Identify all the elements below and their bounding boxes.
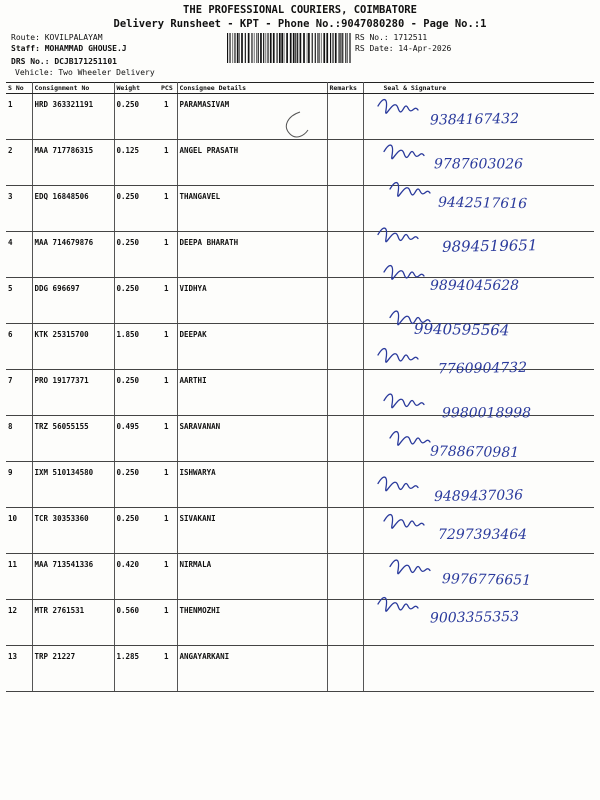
consignment-cell: TCR 30353360: [32, 508, 114, 554]
table-row: [6, 416, 594, 462]
table-header-row: [6, 83, 594, 94]
handwritten-phone: 9940595564: [413, 319, 510, 340]
sno-cell: 11: [6, 554, 32, 600]
col-consignment: Consignment No: [32, 83, 114, 94]
table-row: [6, 554, 594, 600]
handwritten-phone: 9442517616: [437, 194, 528, 213]
pcs-cell: 1: [159, 508, 177, 554]
sno-cell: 13: [6, 646, 32, 692]
consignment-cell: MAA 717786315: [32, 140, 114, 186]
weight-cell: 0.420: [114, 554, 159, 600]
consignment-cell: MAA 713541336: [32, 554, 114, 600]
col-remarks: Remarks: [327, 83, 363, 94]
table-row: [6, 370, 594, 416]
seal-signature-cell: [363, 370, 594, 416]
barcode-icon: [227, 33, 352, 63]
table-row: [6, 94, 594, 140]
consignee-cell: ANGAYARKANI: [177, 646, 327, 692]
table-row: [6, 462, 594, 508]
remarks-cell: [327, 94, 363, 140]
handwritten-phone: 9894045628: [430, 278, 520, 294]
seal-signature-cell: [363, 646, 594, 692]
consignment-cell: KTK 25315700: [32, 324, 114, 370]
seal-signature-cell: [363, 554, 594, 600]
col-seal: Seal & Signature: [363, 83, 594, 94]
seal-signature-cell: [363, 462, 594, 508]
consignment-cell: TRP 21227: [32, 646, 114, 692]
consignee-cell: AARTHI: [177, 370, 327, 416]
pcs-cell: 1: [159, 278, 177, 324]
col-sno: S No: [6, 83, 32, 94]
weight-cell: 0.250: [114, 508, 159, 554]
remarks-cell: [327, 232, 363, 278]
table-row: [6, 278, 594, 324]
consignment-cell: EDQ 16848506: [32, 186, 114, 232]
company-title: THE PROFESSIONAL COURIERS, COIMBATORE: [183, 4, 417, 16]
seal-signature-cell: [363, 140, 594, 186]
seal-signature-cell: [363, 278, 594, 324]
runsheet-table: [6, 82, 594, 692]
pcs-cell: 1: [159, 186, 177, 232]
seal-signature-cell: [363, 186, 594, 232]
sno-cell: 4: [6, 232, 32, 278]
sno-cell: 1: [6, 94, 32, 140]
col-pcs: PCS: [159, 83, 177, 94]
table-row: [6, 140, 594, 186]
weight-cell: 1.850: [114, 324, 159, 370]
pcs-cell: 1: [159, 140, 177, 186]
remarks-cell: [327, 324, 363, 370]
consignee-cell: SARAVANAN: [177, 416, 327, 462]
pcs-cell: 1: [159, 94, 177, 140]
pcs-cell: 1: [159, 232, 177, 278]
consignee-cell: NIRMALA: [177, 554, 327, 600]
consignee-cell: DEEPA BHARATH: [177, 232, 327, 278]
remarks-cell: [327, 462, 363, 508]
pcs-cell: 1: [159, 462, 177, 508]
remarks-cell: [327, 370, 363, 416]
staff-label: Staff: MOHAMMAD GHOUSE.J: [11, 44, 127, 53]
rs-number: RS No.: 1712511: [355, 33, 428, 42]
consignment-cell: TRZ 56055155: [32, 416, 114, 462]
table-row: [6, 324, 594, 370]
pcs-cell: 1: [159, 370, 177, 416]
consignee-cell: THANGAVEL: [177, 186, 327, 232]
seal-signature-cell: [363, 324, 594, 370]
weight-cell: 0.125: [114, 140, 159, 186]
remarks-cell: [327, 508, 363, 554]
sno-cell: 6: [6, 324, 32, 370]
handwritten-phone: 9003355353: [429, 608, 520, 627]
handwritten-phone: 7760904732: [437, 359, 528, 378]
consignment-cell: HRD 363321191: [32, 94, 114, 140]
remarks-cell: [327, 140, 363, 186]
rs-date: RS Date: 14-Apr-2026: [355, 44, 452, 53]
table-row: [6, 600, 594, 646]
consignee-cell: DEEPAK: [177, 324, 327, 370]
remarks-cell: [327, 554, 363, 600]
vehicle-label: Vehicle: Two Wheeler Delivery: [15, 68, 155, 77]
consignee-cell: ISHWARYA: [177, 462, 327, 508]
pcs-cell: 1: [159, 600, 177, 646]
sno-cell: 5: [6, 278, 32, 324]
seal-signature-cell: [363, 600, 594, 646]
col-weight: Weight: [114, 83, 159, 94]
consignee-cell: SIVAKANI: [177, 508, 327, 554]
weight-cell: 0.250: [114, 278, 159, 324]
consignment-cell: DDG 696697: [32, 278, 114, 324]
consignment-cell: PRO 19177371: [32, 370, 114, 416]
sno-cell: 10: [6, 508, 32, 554]
handwritten-phone: 9787603026: [434, 156, 524, 173]
table-row: [6, 508, 594, 554]
sno-cell: 9: [6, 462, 32, 508]
remarks-cell: [327, 186, 363, 232]
remarks-cell: [327, 646, 363, 692]
handwritten-phone: 9894519651: [441, 236, 538, 256]
handwritten-phone: 9976776651: [441, 571, 532, 589]
handwritten-phone: 9980018998: [442, 405, 532, 422]
sno-cell: 2: [6, 140, 32, 186]
handwritten-phone: 7297393464: [438, 527, 528, 543]
pcs-cell: 1: [159, 416, 177, 462]
remarks-cell: [327, 600, 363, 646]
pcs-cell: 1: [159, 554, 177, 600]
weight-cell: 1.285: [114, 646, 159, 692]
weight-cell: 0.560: [114, 600, 159, 646]
handwritten-phone: 9384167432: [429, 110, 520, 129]
route-label: Route: KOVILPALAYAM: [11, 33, 103, 42]
seal-signature-cell: [363, 232, 594, 278]
handwritten-phone: 9489437036: [433, 487, 524, 505]
drs-number: DRS No.: DCJB171251101: [11, 57, 117, 66]
consignee-cell: THENMOZHI: [177, 600, 327, 646]
seal-signature-cell: [363, 508, 594, 554]
consignment-cell: IXM 510134580: [32, 462, 114, 508]
weight-cell: 0.250: [114, 232, 159, 278]
seal-signature-cell: [363, 94, 594, 140]
sno-cell: 8: [6, 416, 32, 462]
remarks-cell: [327, 278, 363, 324]
consignment-cell: MTR 2761531: [32, 600, 114, 646]
table-row: [6, 646, 594, 692]
consignment-cell: MAA 714679876: [32, 232, 114, 278]
runsheet-subtitle: Delivery Runsheet - KPT - Phone No.:9047080280 - Page No.:1: [113, 18, 487, 30]
sno-cell: 12: [6, 600, 32, 646]
weight-cell: 0.250: [114, 370, 159, 416]
weight-cell: 0.495: [114, 416, 159, 462]
sno-cell: 3: [6, 186, 32, 232]
table-row: [6, 186, 594, 232]
weight-cell: 0.250: [114, 94, 159, 140]
consignee-cell: PARAMASIVAM: [177, 94, 327, 140]
consignee-cell: VIDHYA: [177, 278, 327, 324]
seal-signature-cell: [363, 416, 594, 462]
remarks-cell: [327, 416, 363, 462]
weight-cell: 0.250: [114, 186, 159, 232]
consignee-cell: ANGEL PRASATH: [177, 140, 327, 186]
weight-cell: 0.250: [114, 462, 159, 508]
col-consignee: Consignee Details: [177, 83, 327, 94]
table-row: [6, 232, 594, 278]
sno-cell: 7: [6, 370, 32, 416]
pcs-cell: 1: [159, 324, 177, 370]
pcs-cell: 1: [159, 646, 177, 692]
handwritten-phone: 9788670981: [429, 443, 520, 462]
